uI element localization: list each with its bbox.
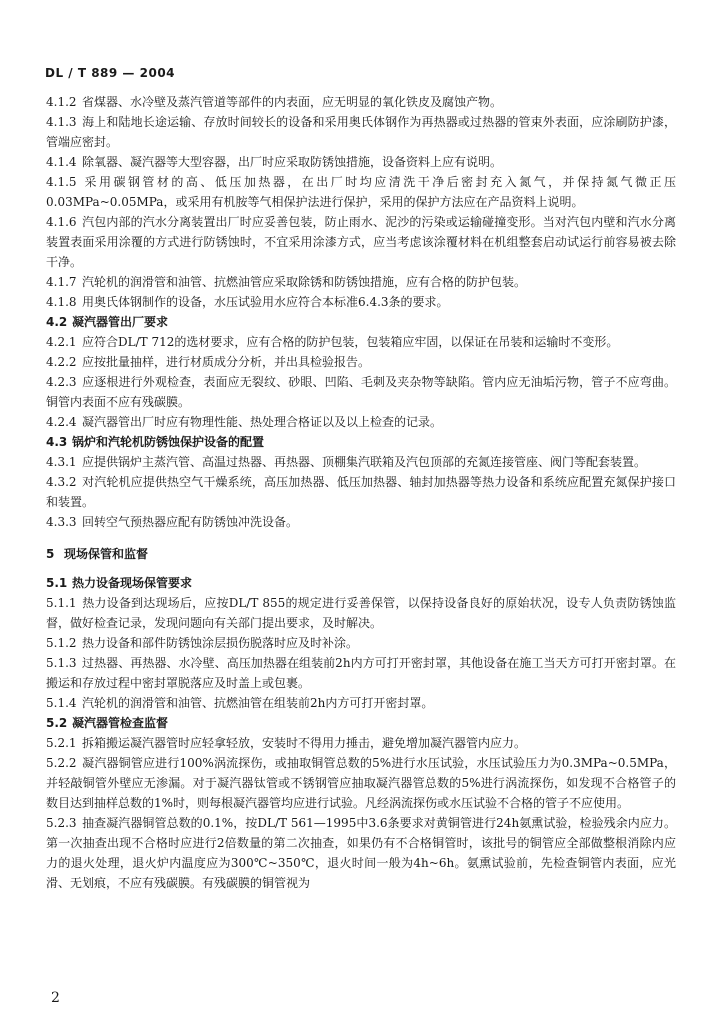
clause-text: 凝汽器管出厂时应有物理性能、热处理合格证以及以上检查的记录。 [82, 415, 443, 429]
clause-text: 过热器、再热器、水冷壁、高压加热器在组装前2h内方可打开密封罩，其他设备在施工当天方可打开密封罩。在搬运和存放过程中密封罩脱落应及时盖上或包裹。 [46, 656, 676, 690]
clause-number: 5.1.1 [46, 596, 77, 610]
document-body [46, 92, 676, 893]
clause-paragraph [46, 292, 676, 312]
clause-text: 汽轮机的润滑管和油管、抗燃油管在组装前2h内方可打开密封罩。 [82, 696, 434, 710]
clause-number: 4.2.2 [46, 355, 77, 369]
clause-text: 凝汽器铜管应进行100%涡流探伤，或抽取铜管总数的5%进行水压试验，水压试验压力为0.3MPa~0.5MPa，并轻敲铜管外壁应无渗漏。对于凝汽器钛管或不锈钢管应抽取凝汽器管总数的5%进行涡流探伤，如发现不合格管子的数目达到抽样总数的1%时，则每根凝汽器管均应进行试验。凡经涡流探伤或水压试验不合格的管子不应使用。 [46, 756, 676, 810]
clause-number: 4.2 [46, 315, 68, 329]
clause-text: 凝汽器管出厂要求 [72, 315, 169, 329]
clause-number: 5.1.3 [46, 656, 77, 670]
clause-paragraph [46, 653, 676, 693]
clause-number: 4.1.8 [46, 295, 77, 309]
clause-number: 4.3.1 [46, 455, 77, 469]
clause-number: 4.3.2 [46, 475, 77, 489]
standard-code-header: DL / T 889 — 2004 [45, 66, 176, 80]
clause-text: 汽包内部的汽水分离装置出厂时应妥善包装，防止雨水、泥沙的污染或运输碰撞变形。当对汽包内壁和汽水分离装置表面采用涂覆的方式进行防锈蚀时，不宜采用涂漆方式，应当考虑该涂覆材料在机组整套启动试运行前容易被去除干净。 [46, 215, 676, 269]
section-heading [46, 544, 676, 564]
clause-text: 用奥氏体钢制作的设备，水压试验用水应符合本标准6.4.3条的要求。 [82, 295, 449, 309]
clause-text: 抽查凝汽器铜管总数的0.1%，按DL/T 561—1995中3.6条要求对黄铜管进行24h氨熏试验，检验残余内应力。第一次抽查出现不合格时应进行2倍数量的第二次抽查，如果仍有不合格铜管时，该批号的铜管应全部做整根消除内应力的退火处理，退火炉内温度应为300℃~350℃，退火时间一般为4h~6h。氨熏试验前，先检查铜管内表面，应光滑、无划痕，不应有残碳膜。有残碳膜的铜管视为 [46, 816, 676, 890]
clause-number: 4.1.5 [46, 175, 77, 189]
clause-paragraph [46, 693, 676, 713]
clause-number: 5.2.1 [46, 736, 77, 750]
subsection-heading [46, 573, 676, 593]
clause-paragraph [46, 813, 676, 893]
clause-number: 4.1.4 [46, 155, 77, 169]
clause-paragraph [46, 272, 676, 292]
clause-paragraph [46, 152, 676, 172]
clause-text: 拆箱搬运凝汽器管时应轻拿轻放，安装时不得用力捶击，避免增加凝汽器管内应力。 [82, 736, 527, 750]
clause-number: 5.1.4 [46, 696, 77, 710]
clause-text: 应符合DL/T 712的选材要求，应有合格的防护包装，包装箱应牢固，以保证在吊装和运输时不变形。 [82, 335, 619, 349]
clause-paragraph [46, 633, 676, 653]
clause-text: 热力设备现场保管要求 [72, 576, 193, 590]
clause-text: 海上和陆地长途运输、存放时间较长的设备和采用奥氏体钢作为再热器或过热器的管束外表面，应涂刷防护漆，管端应密封。 [46, 115, 676, 149]
clause-paragraph [46, 172, 676, 212]
clause-text: 锅炉和汽轮机防锈蚀保护设备的配置 [72, 435, 265, 449]
clause-number: 4.1.2 [46, 95, 77, 109]
clause-text: 应按批量抽样，进行材质成分分析，并出具检验报告。 [82, 355, 371, 369]
clause-text: 热力设备到达现场后，应按DL/T 855的规定进行妥善保管，以保持设备良好的原始状况，设专人负责防锈蚀监督，做好检查记录，发现问题向有关部门提出要求，及时解决。 [46, 596, 676, 630]
clause-text: 凝汽器管检查监督 [72, 716, 169, 730]
clause-paragraph [46, 352, 676, 372]
clause-number: 4.1.3 [46, 115, 77, 129]
clause-number: 4.2.4 [46, 415, 77, 429]
clause-paragraph [46, 212, 676, 272]
clause-paragraph [46, 452, 676, 472]
clause-text: 热力设备和部件防锈蚀涂层损伤脱落时应及时补涂。 [82, 636, 359, 650]
clause-number: 5.1 [46, 576, 68, 590]
clause-paragraph [46, 372, 676, 412]
clause-paragraph [46, 92, 676, 112]
clause-paragraph [46, 412, 676, 432]
clause-text: 回转空气预热器应配有防锈蚀冲洗设备。 [82, 515, 299, 529]
clause-text: 现场保管和监督 [64, 547, 149, 561]
clause-number: 4.3.3 [46, 515, 77, 529]
clause-number: 5 [46, 547, 55, 561]
clause-paragraph [46, 332, 676, 352]
clause-number: 4.2.1 [46, 335, 77, 349]
clause-number: 5.1.2 [46, 636, 77, 650]
clause-paragraph [46, 593, 676, 633]
clause-text: 除氧器、凝汽器等大型容器，出厂时应采取防锈蚀措施，设备资料上应有说明。 [82, 155, 503, 169]
clause-number: 5.2.2 [46, 756, 77, 770]
clause-text: 汽轮机的润滑管和油管、抗燃油管应采取除锈和防锈蚀措施，应有合格的防护包装。 [82, 275, 527, 289]
subsection-heading [46, 713, 676, 733]
clause-paragraph [46, 733, 676, 753]
clause-text: 省煤器、水冷壁及蒸汽管道等部件的内表面，应无明显的氧化铁皮及腐蚀产物。 [82, 95, 503, 109]
clause-number: 5.2 [46, 716, 68, 730]
clause-text: 应提供锅炉主蒸汽管、高温过热器、再热器、顶棚集汽联箱及汽包顶部的充氮连接管座、阀门等配套装置。 [82, 455, 647, 469]
clause-number: 4.1.6 [46, 215, 77, 229]
clause-number: 5.2.3 [46, 816, 77, 830]
subsection-heading [46, 312, 676, 332]
clause-paragraph [46, 753, 676, 813]
clause-paragraph [46, 512, 676, 532]
clause-number: 4.1.7 [46, 275, 77, 289]
clause-number: 4.3 [46, 435, 68, 449]
clause-text: 应逐根进行外观检查，表面应无裂纹、砂眼、凹陷、毛刺及夹杂物等缺陷。管内应无油垢污物，管子不应弯曲。铜管内表面不应有残碳膜。 [46, 375, 676, 409]
clause-number: 4.2.3 [46, 375, 77, 389]
page-number: 2 [51, 990, 60, 1006]
clause-paragraph [46, 472, 676, 512]
clause-text: 采用碳钢管材的高、低压加热器，在出厂时均应清洗干净后密封充入氮气，并保持氮气微正压0.03MPa~0.05MPa，或采用有机胺等气相保护法进行保护，采用的保护方法应在产品资料上说明。 [46, 175, 676, 209]
clause-text: 对汽轮机应提供热空气干燥系统，高压加热器、低压加热器、轴封加热器等热力设备和系统应配置充氮保护接口和装置。 [46, 475, 676, 509]
subsection-heading [46, 432, 676, 452]
clause-paragraph [46, 112, 676, 152]
